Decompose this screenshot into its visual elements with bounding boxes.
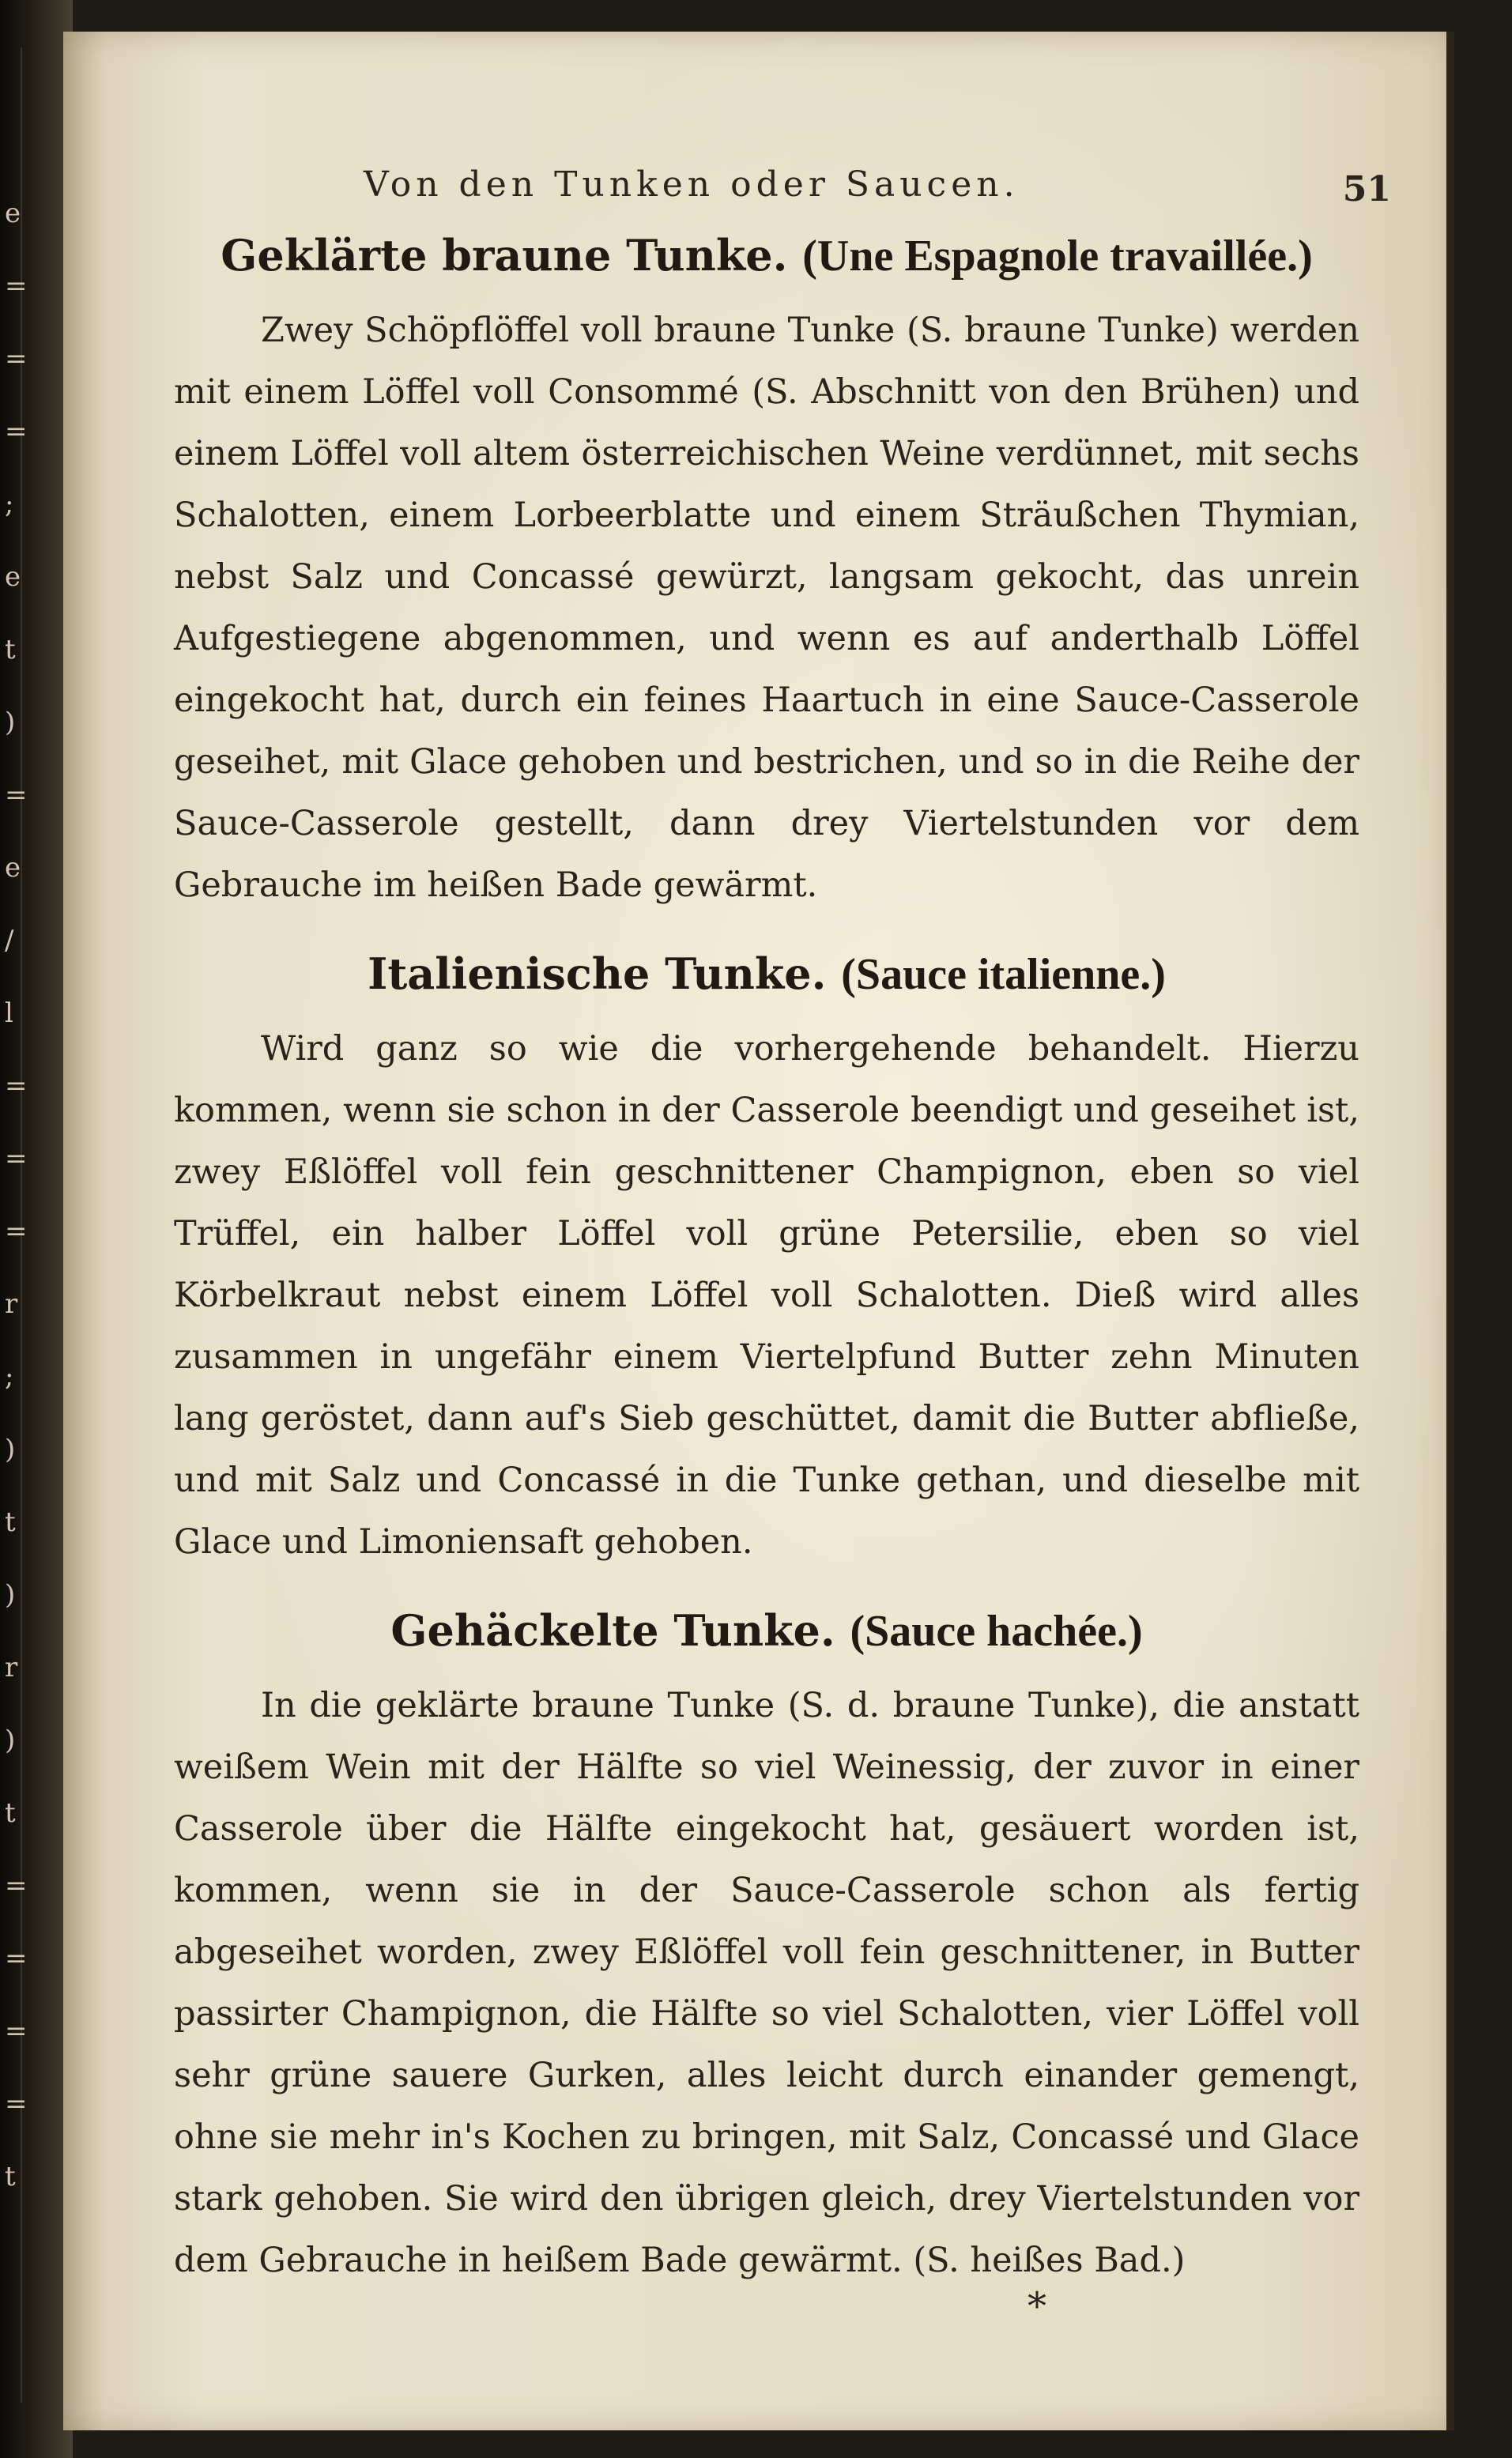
facing-page-fragment: t — [5, 1797, 16, 1829]
heading-german: Italienische Tunke. — [368, 948, 827, 999]
heading-german: Geklärte braune Tunke. — [221, 230, 788, 281]
facing-page-fragment: = — [5, 1943, 28, 1974]
facing-page-fragment: e — [5, 198, 21, 229]
signature-mark: * — [1027, 2284, 1046, 2328]
facing-page-fragment: r — [5, 1652, 18, 1683]
running-title: Von den Tunken oder Saucen. — [364, 164, 1020, 205]
heading-german: Gehäckelte Tunke. — [390, 1605, 835, 1656]
facing-page-fragment: = — [5, 270, 28, 302]
facing-page-fragment: = — [5, 416, 28, 447]
recipe-section — [174, 948, 1359, 1573]
section-heading — [174, 948, 1359, 1001]
facing-page-fragment: e — [5, 561, 21, 593]
facing-page-fragment: = — [5, 1216, 28, 1247]
facing-page-fragment: ) — [5, 1434, 16, 1465]
facing-page-fragment: r — [5, 1288, 18, 1320]
facing-page-fragment: ) — [5, 707, 16, 738]
heading-french: (Sauce hachée.) — [850, 1607, 1143, 1656]
facing-page-fragment: = — [5, 2088, 28, 2120]
facing-page-fragments — [5, 198, 36, 2253]
facing-page-fragment: l — [5, 997, 13, 1029]
facing-page-fragment: = — [5, 1143, 28, 1174]
facing-page-fragment: t — [5, 2161, 16, 2192]
recipe-section — [174, 1604, 1359, 2291]
section-heading — [174, 1604, 1359, 1657]
facing-page-fragment: = — [5, 779, 28, 811]
facing-page-fragment: = — [5, 1870, 28, 1902]
recipe-paragraph: In die geklärte braune Tunke (S. d. braune Tunke), die anstatt weißem Wein mit der Hälfte so viel Weinessig, der zuvor in einer Casserole über die Hälfte eingekocht hat, gesäuert worden ist, kommen, wenn sie in der Sauce-Casserole schon als fertig abgeseihet worden, zwey Eßlöffel voll fein geschnittener, in Butter passirter Champignon, die Hälfte so viel Schalotten, vier Löffel voll sehr grüne sauere Gurken, alles leicht durch einander gemengt, ohne sie mehr in's Kochen zu bringen, mit Salz, Concassé und Glace stark gehoben. Sie wird den übrigen gleich, drey Viertelstunden vor dem Gebrauche in heißem Bade gewärmt. (S. heißes Bad.) — [174, 1686, 1359, 2280]
facing-page-fragment: ; — [5, 1361, 14, 1393]
facing-page-fragment: ) — [5, 1725, 16, 1756]
recipe-paragraph: Zwey Schöpflöffel voll braune Tunke (S. braune Tunke) werden mit einem Löffel voll Consommé (S. Abschnitt von den Brühen) und einem Löffel voll altem österreichischen Weine verdünnet, mit sechs Schalotten, einem Lorbeerblatte und einem Sträußchen Thymian, nebst Salz und Concassé gewürzt, langsam gekocht, das unrein Aufgestiegene abgenommen, und wenn es auf anderthalb Löffel eingekocht hat, durch ein feines Haartuch in eine Sauce-Casserole geseihet, mit Glace gehoben und bestrichen, und so in die Reihe der Sauce-Casserole gestellt, dann drey Viertelstunden vor dem Gebrauche im heißen Bade gewärmt. — [174, 311, 1359, 905]
recipe-paragraph: Wird ganz so wie die vorhergehende behandelt. Hierzu kommen, wenn sie schon in der Casserole beendigt und geseihet ist, zwey Eßlöffel voll fein geschnittener Champignon, eben so viel Trüffel, ein halber Löffel voll grüne Petersilie, eben so viel Körbelkraut nebst einem Löffel voll Schalotten. Dieß wird alles zusammen in ungefähr einem Viertelpfund Butter zehn Minuten lang geröstet, dann auf's Sieb geschüttet, damit die Butter abfließe, und mit Salz und Concassé in die Tunke gethan, und dieselbe mit Glace und Limoniensaft gehoben. — [174, 1029, 1359, 1562]
facing-page-fragment: e — [5, 852, 21, 884]
facing-page-fragment: t — [5, 1506, 16, 1538]
recipe-section — [174, 229, 1359, 916]
heading-french: (Une Espagnole travaillée.) — [802, 232, 1313, 281]
facing-page-fragment: ) — [5, 1579, 16, 1611]
facing-page-fragment: = — [5, 1070, 28, 1102]
facing-page-fragment: ; — [5, 488, 14, 520]
page-body — [174, 229, 1359, 2318]
facing-page-fragment: = — [5, 343, 28, 375]
facing-page-fragment: = — [5, 2015, 28, 2047]
facing-page-fragment: t — [5, 634, 16, 665]
facing-page-fragment: / — [5, 925, 14, 956]
book-page — [63, 32, 1454, 2430]
heading-french: (Sauce italienne.) — [841, 950, 1166, 999]
section-heading — [174, 229, 1359, 282]
page-edge-shadow — [1446, 32, 1454, 2430]
page-header — [364, 164, 1391, 212]
page-number: 51 — [1342, 169, 1391, 209]
